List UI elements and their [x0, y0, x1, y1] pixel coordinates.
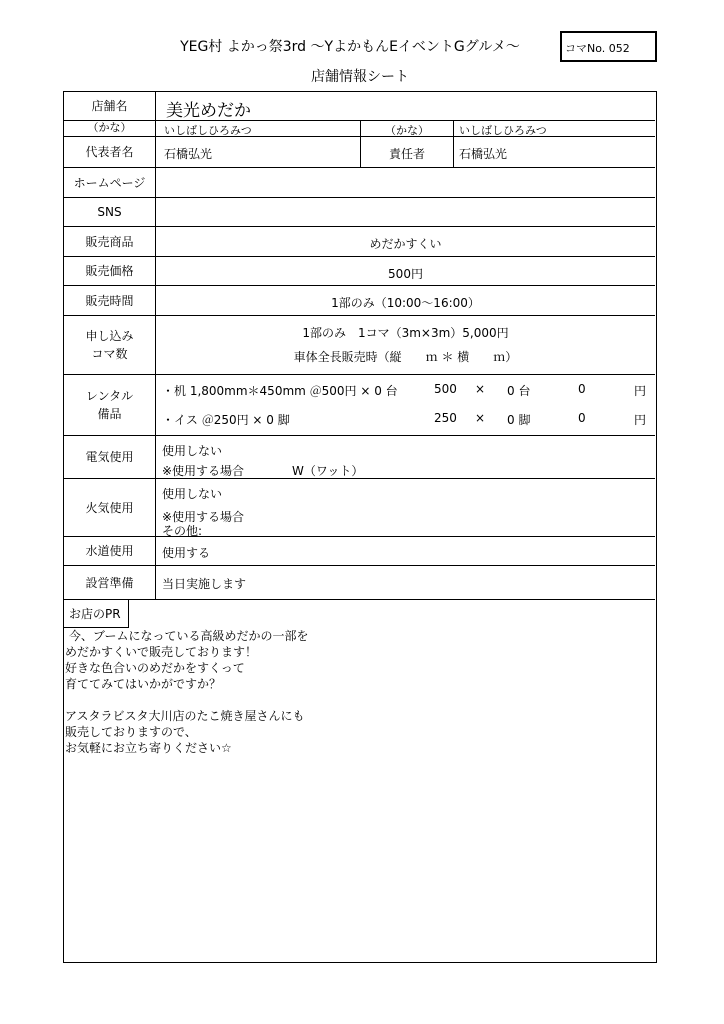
setup-value: 当日実施します [162, 577, 247, 591]
rental-item-times: × [475, 411, 486, 425]
price-label: 販売価格 [64, 257, 156, 285]
application-line1: 1部のみ 1コマ（3m×3m）5,000円 [302, 326, 509, 340]
pr-label: お店のPR [64, 600, 129, 628]
manager-label: 責任者 [388, 147, 425, 161]
hours-value: 1部のみ（10:00〜16:00） [331, 296, 480, 310]
homepage-label: ホームページ [64, 168, 156, 197]
fire-line1: 使用しない [162, 487, 223, 501]
application-label-line1: 申し込み [85, 329, 134, 343]
price-row [64, 257, 655, 286]
kana-row [64, 121, 655, 137]
fire-line3: その他: [162, 524, 203, 538]
document-title: YEG村 よかっ祭3rd 〜YよかもんEイベントGグルメ〜 [180, 39, 520, 55]
setup-label: 設営準備 [64, 566, 156, 599]
shop-name-row [64, 92, 655, 121]
rental-label-line2: 備品 [97, 407, 122, 421]
homepage-row [64, 168, 655, 198]
shop-name-label: 店舗名 [64, 92, 156, 120]
representative-divider-2 [453, 137, 454, 167]
hours-label: 販売時間 [64, 286, 156, 315]
rental-item-desc: ・机 1,800mm＊450mm ＠500円 × 0 台 [162, 384, 398, 398]
product-value: めだかすくい [369, 237, 442, 251]
sns-label: SNS [64, 198, 156, 226]
fire-label: 火気使用 [64, 479, 156, 536]
kana-divider-2 [453, 121, 454, 136]
representative-row [64, 137, 655, 168]
rental-item-yen: 円 [634, 413, 647, 427]
application-label [64, 316, 156, 374]
representative-label: 代表者名 [64, 137, 156, 167]
rental-label [64, 375, 156, 435]
fire-row [64, 479, 655, 537]
rental-item-unit: 250 [434, 411, 457, 425]
water-label: 水道使用 [64, 537, 156, 565]
rental-item-qty: 0 台 [507, 384, 531, 398]
hours-row [64, 286, 655, 316]
shop-name-value: 美光めだか [166, 101, 251, 121]
application-line2: 車体全長販売時（縦 ｍ ＊ 横 ｍ） [293, 350, 518, 364]
manager-value: 石橋弘光 [459, 147, 508, 161]
electric-row [64, 436, 655, 479]
price-value: 500円 [388, 267, 423, 281]
rental-label-line1: レンタル [85, 389, 134, 403]
rental-item-qty: 0 脚 [507, 413, 531, 427]
rental-item-unit: 500 [434, 382, 457, 396]
fire-line2: ※使用する場合 [162, 510, 245, 524]
electric-line2: ※使用する場合 W（ワット） [162, 464, 364, 478]
water-row [64, 537, 655, 566]
kana-value-2: いしばしひろみつ [459, 124, 547, 137]
electric-label: 電気使用 [64, 436, 156, 478]
document-subtitle: 店舗情報シート [311, 69, 409, 85]
pr-text: 今、ブームになっている高級めだかの一部を めだかすくいで販売しております！ 好きな色合いのめだかをすくって 育ててみてはいかがですか？ アスタラビスタ大川店のたこ焼き屋さんにも 販売しておりますので、 お気軽にお立ち寄りください☆ [65, 629, 309, 755]
kana-label-2: （かな） [385, 124, 429, 137]
product-row [64, 227, 655, 257]
product-label: 販売商品 [64, 227, 156, 256]
rental-item-yen: 円 [634, 384, 647, 398]
koma-number-box: コマNo. 052 [560, 31, 657, 62]
rental-item-desc: ・イス ＠250円 × 0 脚 [162, 413, 290, 427]
rental-row [64, 375, 655, 436]
representative-value: 石橋弘光 [164, 147, 213, 161]
kana-value: いしばしひろみつ [164, 124, 252, 137]
water-value: 使用する [162, 546, 211, 560]
kana-label: （かな） [64, 121, 156, 136]
application-row [64, 316, 655, 375]
sns-row [64, 198, 655, 227]
application-label-line2: コマ数 [91, 347, 128, 361]
rental-item-total: 0 [578, 382, 586, 396]
electric-line1: 使用しない [162, 444, 223, 458]
shop-info-sheet [63, 91, 657, 963]
rental-item-times: × [475, 382, 486, 396]
setup-row [64, 566, 655, 600]
rental-item-total: 0 [578, 411, 586, 425]
